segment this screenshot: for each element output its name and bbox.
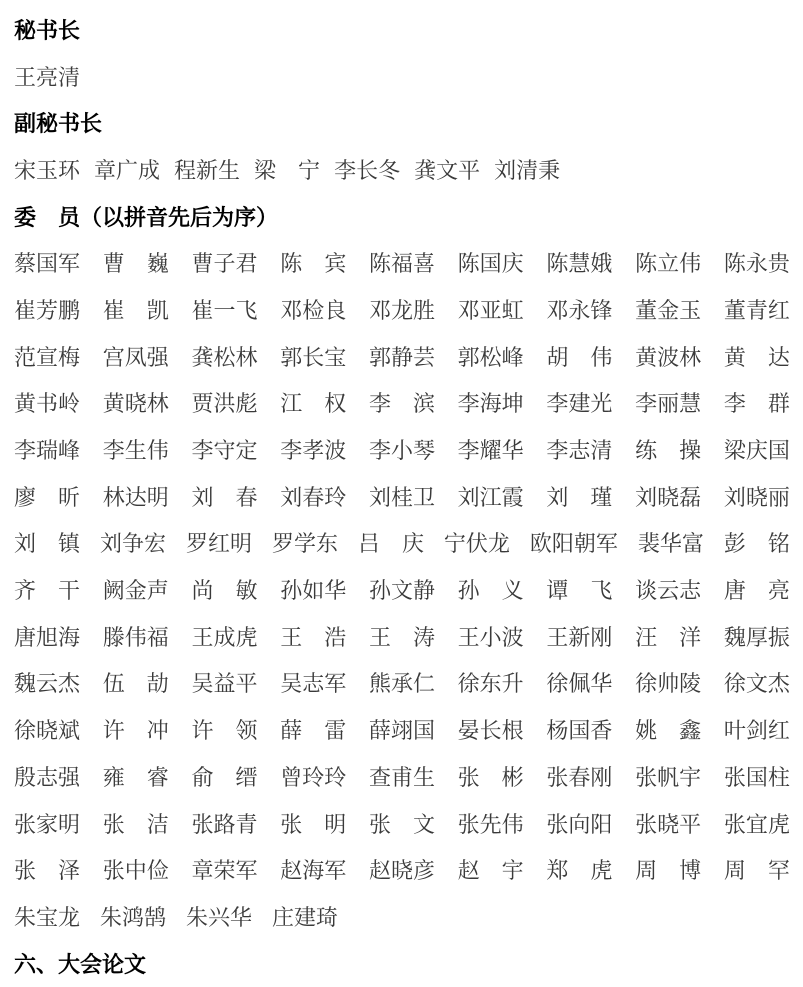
member-row-line: [14, 239, 790, 286]
person-name: 薛翊国: [368, 718, 435, 744]
person-name: 裴华富: [637, 531, 704, 557]
person-name: 王亮清: [14, 64, 81, 90]
member-row-line: [14, 426, 790, 473]
person-name: 张宜虎: [723, 811, 790, 837]
member-row-line: [14, 473, 790, 520]
person-name: 罗红明: [185, 531, 252, 557]
person-name: 王 涛: [368, 624, 435, 650]
person-name: 殷志强: [14, 764, 81, 790]
person-name: 崔一飞: [191, 297, 258, 323]
person-name: 曹 巍: [102, 251, 169, 277]
person-name: 黄书岭: [14, 391, 81, 417]
person-name: 刘春玲: [280, 484, 347, 510]
member-row-line: [14, 520, 790, 567]
person-name: 阙金声: [102, 578, 169, 604]
person-name: 梁庆国: [723, 438, 790, 464]
person-name: 滕伟福: [102, 624, 169, 650]
person-name: 晏长根: [457, 718, 524, 744]
person-name: 徐帅陵: [635, 671, 702, 697]
person-name: 谭 飞: [546, 578, 613, 604]
person-name: 孙如华: [280, 578, 347, 604]
member-row-line: [14, 753, 790, 800]
secretary-general-names: [14, 61, 790, 92]
person-name: 刘 镇: [14, 531, 81, 557]
person-name: 李瑞峰: [14, 438, 81, 464]
person-name: 刘晓丽: [723, 484, 790, 510]
person-name: 宋玉环: [14, 157, 81, 183]
person-name: 陈立伟: [635, 251, 702, 277]
member-row: [14, 667, 790, 698]
member-row-line: [14, 893, 790, 940]
person-name: 郭长宝: [280, 344, 347, 370]
person-name: 许 领: [191, 718, 258, 744]
person-name: 贾洪彪: [191, 391, 258, 417]
person-name: 章荣军: [191, 858, 258, 884]
member-row: [14, 854, 790, 885]
member-row: [14, 574, 790, 605]
member-row: [14, 621, 790, 652]
member-row: [14, 341, 790, 372]
person-name: 周 博: [635, 858, 702, 884]
person-name: 张 洁: [102, 811, 169, 837]
person-name: 练 操: [635, 438, 702, 464]
member-row-line: [14, 800, 790, 847]
person-name: 张家明: [14, 811, 81, 837]
person-name: 王成虎: [191, 624, 258, 650]
person-name: 宫凤强: [102, 344, 169, 370]
person-name: 陈慧娥: [546, 251, 613, 277]
person-name: 魏厚振: [723, 624, 790, 650]
member-row: [14, 714, 790, 745]
person-name: 江 权: [280, 391, 347, 417]
person-name: 欧阳朝军: [529, 531, 618, 557]
person-name: 龚松林: [191, 344, 258, 370]
person-name: 孙 义: [457, 578, 524, 604]
person-name: 张中俭: [102, 858, 169, 884]
person-name: 崔芳鹏: [14, 297, 81, 323]
member-row: [14, 294, 790, 325]
person-name: 李长冬: [334, 157, 401, 183]
person-name: 宁伏龙: [443, 531, 510, 557]
person-name: 郭静芸: [368, 344, 435, 370]
member-row-line: [14, 286, 790, 333]
member-row-line: [14, 333, 790, 380]
person-name: 崔 凯: [102, 297, 169, 323]
person-name: 邓永锋: [546, 297, 613, 323]
person-name: 徐东升: [457, 671, 524, 697]
person-name: 邓亚虹: [457, 297, 524, 323]
person-name: 李丽慧: [635, 391, 702, 417]
person-name: 刘 春: [191, 484, 258, 510]
member-row: [14, 901, 790, 932]
member-row-line: [14, 380, 790, 427]
person-name: 廖 昕: [14, 484, 81, 510]
person-name: 熊承仁: [368, 671, 435, 697]
member-row-line: [14, 660, 790, 707]
person-name: 龚文平: [414, 157, 481, 183]
person-name: 黄波林: [635, 344, 702, 370]
person-name: 张国柱: [723, 764, 790, 790]
person-name: 雍 睿: [102, 764, 169, 790]
person-name: 唐旭海: [14, 624, 81, 650]
person-name: 李生伟: [102, 438, 169, 464]
person-name: 李志清: [546, 438, 613, 464]
deputy-secretary-general-names: [14, 154, 790, 185]
person-name: 伍 劼: [102, 671, 169, 697]
person-name: 程新生: [174, 157, 241, 183]
person-name: 谈云志: [635, 578, 702, 604]
person-name: 吴益平: [191, 671, 258, 697]
member-row-line: [14, 846, 790, 893]
person-name: 陈永贵: [723, 251, 790, 277]
person-name: 李建光: [546, 391, 613, 417]
person-name: 刘江霞: [457, 484, 524, 510]
person-name: 邓龙胜: [368, 297, 435, 323]
person-name: 黄晓林: [102, 391, 169, 417]
person-name: 曾玲玲: [280, 764, 347, 790]
person-name: 李 滨: [368, 391, 435, 417]
person-name: 王新刚: [546, 624, 613, 650]
person-name: 胡 伟: [546, 344, 613, 370]
person-name: 李 群: [723, 391, 790, 417]
person-name: 唐 亮: [723, 578, 790, 604]
person-name: 查甫生: [368, 764, 435, 790]
person-name: 刘晓磊: [635, 484, 702, 510]
person-name: 王 浩: [280, 624, 347, 650]
person-name: 刘争宏: [99, 531, 166, 557]
deputy-secretary-general-heading: 副秘书长: [14, 111, 103, 137]
person-name: 赵海军: [280, 858, 347, 884]
person-name: 张先伟: [457, 811, 524, 837]
person-name: 曹子君: [191, 251, 258, 277]
person-name: 刘清秉: [494, 157, 561, 183]
person-name: 徐晓斌: [14, 718, 81, 744]
person-name: 范宣梅: [14, 344, 81, 370]
person-name: 郭松峰: [457, 344, 524, 370]
person-name: 朱宝龙: [14, 904, 81, 930]
person-name: 张春刚: [546, 764, 613, 790]
person-name: 张路青: [191, 811, 258, 837]
member-rows: [14, 239, 790, 939]
person-name: 张晓平: [635, 811, 702, 837]
deputy-secretary-general-names-line: [14, 146, 790, 193]
person-name: 徐佩华: [546, 671, 613, 697]
person-name: 薛 雷: [280, 718, 347, 744]
person-name: 赵晓彦: [368, 858, 435, 884]
person-name: 林达明: [102, 484, 169, 510]
person-name: 张 彬: [457, 764, 524, 790]
members-heading: 委 员（以拼音先后为序）: [14, 204, 279, 230]
person-name: 章广成: [94, 157, 161, 183]
person-name: 张向阳: [546, 811, 613, 837]
person-name: 王小波: [457, 624, 524, 650]
person-name: 张帆宇: [635, 764, 702, 790]
person-name: 徐文杰: [723, 671, 790, 697]
person-name: 孙文静: [368, 578, 435, 604]
person-name: 梁 宁: [254, 157, 321, 183]
person-name: 刘 瑾: [546, 484, 613, 510]
member-row: [14, 387, 790, 418]
member-row: [14, 527, 790, 558]
person-name: 朱兴华: [186, 904, 253, 930]
person-name: 庄建琦: [272, 904, 339, 930]
person-name: 李海坤: [457, 391, 524, 417]
person-name: 郑 虎: [546, 858, 613, 884]
member-row: [14, 247, 790, 278]
person-name: 李守定: [191, 438, 258, 464]
person-name: 许 冲: [102, 718, 169, 744]
member-row-line: [14, 613, 790, 660]
person-name: 吴志军: [280, 671, 347, 697]
person-name: 董金玉: [635, 297, 702, 323]
person-name: 杨国香: [546, 718, 613, 744]
member-row: [14, 434, 790, 465]
secretary-general-heading: 秘书长: [14, 17, 81, 43]
person-name: 邓检良: [280, 297, 347, 323]
person-name: 朱鸿鹄: [100, 904, 167, 930]
person-name: 李小琴: [368, 438, 435, 464]
person-name: 尚 敏: [191, 578, 258, 604]
member-row: [14, 481, 790, 512]
person-name: 张 文: [368, 811, 435, 837]
person-name: 姚 鑫: [635, 718, 702, 744]
member-row: [14, 761, 790, 792]
person-name: 李孝波: [280, 438, 347, 464]
conference-papers-heading: 六、大会论文: [14, 951, 147, 977]
member-row-line: [14, 566, 790, 613]
person-name: 俞 缙: [191, 764, 258, 790]
member-row-line: [14, 706, 790, 753]
secretary-general-names-line: [14, 53, 790, 100]
person-name: 周 罕: [723, 858, 790, 884]
person-name: 齐 干: [14, 578, 81, 604]
person-name: 黄 达: [723, 344, 790, 370]
person-name: 蔡国军: [14, 251, 81, 277]
person-name: 汪 洋: [635, 624, 702, 650]
person-name: 叶剑红: [723, 718, 790, 744]
member-row: [14, 808, 790, 839]
person-name: 陈 宾: [280, 251, 347, 277]
person-name: 李耀华: [457, 438, 524, 464]
person-name: 刘桂卫: [368, 484, 435, 510]
person-name: 魏云杰: [14, 671, 81, 697]
person-name: 陈福喜: [368, 251, 435, 277]
person-name: 张 泽: [14, 858, 81, 884]
person-name: 赵 宇: [457, 858, 524, 884]
person-name: 罗学东: [271, 531, 338, 557]
person-name: 董青红: [723, 297, 790, 323]
person-name: 彭 铭: [723, 531, 790, 557]
person-name: 张 明: [280, 811, 347, 837]
person-name: 吕 庆: [357, 531, 424, 557]
person-name: 陈国庆: [457, 251, 524, 277]
